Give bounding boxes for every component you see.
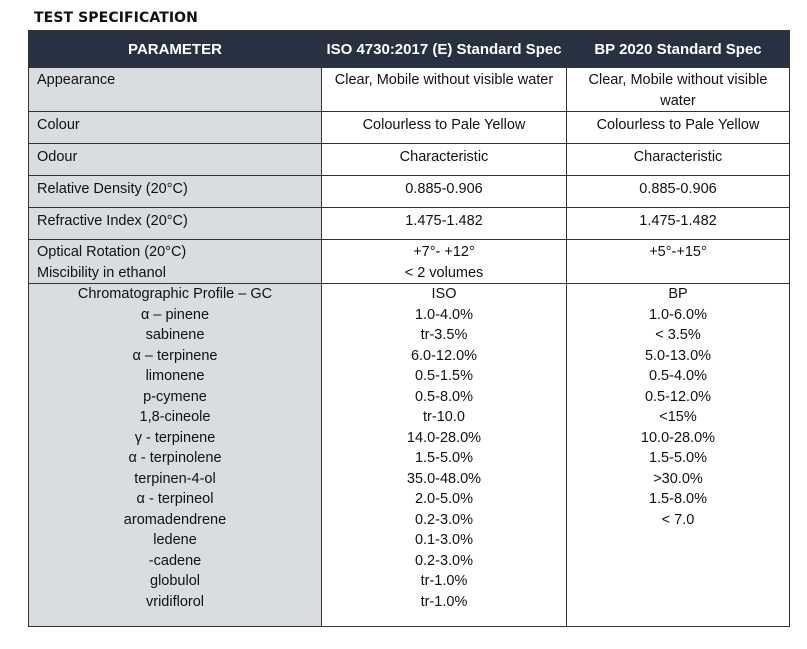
cell-line: 35.0-48.0% <box>406 470 482 487</box>
cell-line: γ - terpinene <box>134 429 216 446</box>
iso-cell <box>322 144 567 176</box>
cell-line: < 2 volumes <box>404 264 484 281</box>
parameter-cell <box>29 208 322 240</box>
cell-line: +7°- +12° <box>413 244 475 260</box>
parameter-cell <box>29 144 322 176</box>
cell-line: p-cymene <box>143 388 207 405</box>
cell-line: Characteristic <box>399 149 489 165</box>
cell-line: 0.885-0.906 <box>405 181 483 197</box>
cell-line: >30.0% <box>653 470 703 487</box>
cell-line: < 3.5% <box>655 327 701 343</box>
bp-cell <box>567 68 790 112</box>
cell-line: 0.5-1.5% <box>414 368 474 384</box>
cell-line: Refractive Index (20°C) <box>37 213 188 229</box>
iso-cell <box>322 240 567 284</box>
cell-line: Appearance <box>37 72 116 88</box>
iso-cell <box>322 208 567 240</box>
table-header-row <box>29 31 790 68</box>
cell-line: 1.5-5.0% <box>414 450 474 466</box>
cell-line: water <box>660 92 696 109</box>
cell-line: 1,8-cineole <box>139 409 211 425</box>
cell-line: α – pinene <box>140 306 210 323</box>
bp-cell <box>567 112 790 144</box>
cell-line: Chromatographic Profile – GC <box>77 286 273 302</box>
cell-line: +5°-+15° <box>649 244 707 260</box>
cell-line: limonene <box>145 368 205 384</box>
parameter-cell <box>29 68 322 112</box>
cell-line: Clear, Mobile without visible <box>588 72 768 88</box>
cell-line: 1.0-6.0% <box>648 306 708 323</box>
table-row <box>29 284 790 627</box>
cell-line: <15% <box>659 409 697 425</box>
bp-cell <box>567 240 790 284</box>
cell-line: 1.0-4.0% <box>414 306 474 323</box>
table-row <box>29 208 790 240</box>
bp-cell <box>567 208 790 240</box>
cell-line: -cadene <box>148 552 202 569</box>
cell-line: α - terpinolene <box>128 450 222 466</box>
cell-line: 0.2-3.0% <box>414 552 474 569</box>
iso-cell <box>322 176 567 208</box>
cell-line: Odour <box>37 149 78 165</box>
cell-line: tr-3.5% <box>420 327 468 343</box>
cell-line: Characteristic <box>633 149 723 165</box>
table-row <box>29 240 790 284</box>
cell-line: 14.0-28.0% <box>406 429 482 446</box>
specification-table <box>28 30 790 627</box>
cell-line: sabinene <box>145 327 205 343</box>
cell-line: globulol <box>150 573 200 589</box>
cell-line: BP <box>668 286 688 302</box>
table-row <box>29 144 790 176</box>
header-bp: BP 2020 Standard Spec <box>567 31 790 68</box>
parameter-cell <box>29 176 322 208</box>
cell-line: Clear, Mobile without visible water <box>334 72 554 88</box>
bp-cell <box>567 176 790 208</box>
cell-line: 1.475-1.482 <box>639 213 717 229</box>
bp-cell <box>567 144 790 176</box>
cell-line: terpinen-4-ol <box>134 470 216 487</box>
iso-cell <box>322 284 567 627</box>
cell-line: 0.1-3.0% <box>414 532 474 548</box>
iso-cell <box>322 112 567 144</box>
cell-line: < 7.0 <box>661 511 695 528</box>
cell-line: 2.0-5.0% <box>414 491 474 507</box>
cell-line: 0.885-0.906 <box>639 181 717 197</box>
cell-line: 1.5-5.0% <box>648 450 708 466</box>
header-parameter: PARAMETER <box>29 31 322 68</box>
cell-line: 1.475-1.482 <box>405 213 483 229</box>
cell-line: tr-1.0% <box>420 573 468 589</box>
cell-line: ledene <box>153 532 197 548</box>
header-iso: ISO 4730:2017 (E) Standard Spec <box>322 31 567 68</box>
cell-line: Miscibility in ethanol <box>37 264 166 281</box>
cell-line: 6.0-12.0% <box>410 347 478 364</box>
cell-line: α - terpineol <box>136 491 214 507</box>
cell-line: aromadendrene <box>123 511 227 528</box>
cell-line: Optical Rotation (20°C) <box>37 244 187 260</box>
table-row <box>29 176 790 208</box>
cell-line: tr-1.0% <box>420 593 468 610</box>
cell-line: Colour <box>37 117 80 133</box>
cell-line: Colourless to Pale Yellow <box>362 117 526 133</box>
parameter-cell <box>29 112 322 144</box>
parameter-cell <box>29 240 322 284</box>
cell-line: 0.2-3.0% <box>414 511 474 528</box>
bp-cell <box>567 284 790 627</box>
parameter-cell <box>29 284 322 627</box>
cell-line: tr-10.0 <box>423 409 465 425</box>
cell-line: 0.5-4.0% <box>648 368 708 384</box>
cell-line: Relative Density (20°C) <box>37 181 188 197</box>
table-row <box>29 112 790 144</box>
cell-line: α – terpinene <box>132 347 218 364</box>
cell-line: Colourless to Pale Yellow <box>596 117 760 133</box>
table-row <box>29 68 790 112</box>
cell-line: 0.5-12.0% <box>644 388 712 405</box>
iso-cell <box>322 68 567 112</box>
cell-line: 0.5-8.0% <box>414 388 474 405</box>
cell-line: vridiflorol <box>145 593 204 610</box>
cell-line: ISO <box>431 286 457 302</box>
cell-line: 1.5-8.0% <box>648 491 708 507</box>
page-title: TEST SPECIFICATION <box>34 10 198 26</box>
cell-line: 5.0-13.0% <box>644 347 712 364</box>
cell-line: 10.0-28.0% <box>640 429 716 446</box>
